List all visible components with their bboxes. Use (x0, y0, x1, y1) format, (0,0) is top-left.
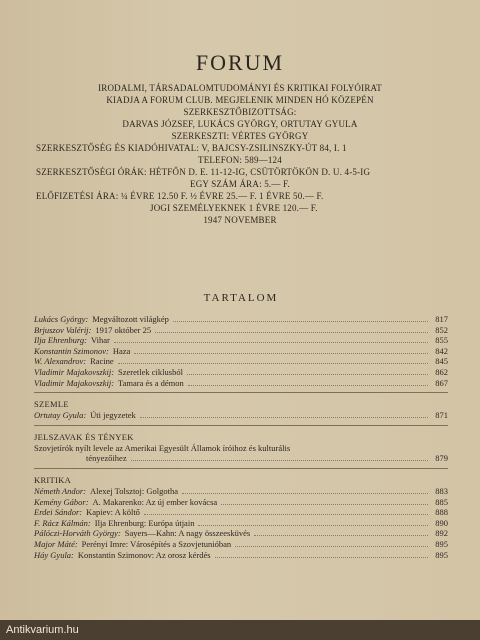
masthead-line: ELŐFIZETÉSI ÁRA: ¼ ÉVRE 12.50 F. ½ ÉVRE 25.— F. 1 ÉVRE 50.— F. (36, 191, 324, 201)
toc-main-list (34, 314, 448, 388)
toc-entry (34, 528, 448, 539)
entry-author: Brjuszov Valérij: (34, 324, 92, 335)
toc-entry-line: Szovjetírók nyílt levele az Amerikai Egyesült Államok íróihoz és kulturális (34, 442, 291, 453)
entry-author: F. Rácz Kálmán: (34, 517, 91, 528)
entry-title: Konstantin Szimonov: Az orosz kérdés (77, 549, 211, 560)
entry-title: Vihar (90, 335, 110, 346)
entry-title: Sayers—Kahn: A nagy összeesküvés (124, 528, 251, 539)
entry-page: 842 (435, 345, 448, 356)
entry-title: Kapiev: A költő (86, 507, 140, 518)
entry-title: Perényi Imre: Városépítés a Szovjetunióban (81, 538, 232, 549)
entry-page: 892 (435, 528, 448, 539)
entry-author: Major Máté: (34, 538, 78, 549)
entry-author: W. Alexandrov: (34, 356, 87, 367)
masthead-line: TELEFON: 589—124 (198, 155, 282, 165)
entry-title: Alexej Tolsztoj: Golgotha (90, 485, 179, 496)
entry-title: Megváltozott világkép (92, 314, 169, 324)
entry-title: Tamara és a démon (118, 377, 184, 388)
masthead-line: SZERKESZTŐSÉG ÉS KIADÓHIVATAL: V, BAJCSY-ZSILINSZKY-ÚT 84, I. 1 (36, 143, 347, 153)
entry-page: 895 (435, 549, 448, 560)
entry-page: 871 (435, 410, 448, 421)
section-divider (34, 392, 448, 393)
toc-entry (34, 314, 448, 325)
masthead (0, 50, 480, 226)
entry-author: Pálóczi-Horváth György: (34, 528, 121, 539)
toc-entry (34, 410, 448, 421)
toc-entry (34, 550, 448, 561)
entry-page: 879 (435, 453, 448, 464)
entry-author: Németh Andor: (34, 485, 87, 496)
entry-author: Lukács György: (34, 314, 89, 324)
entry-title: Úti jegyzetek (90, 410, 136, 421)
entry-title: Ilja Ehrenburg: Európa útjain (94, 517, 195, 528)
entry-author: Konstantin Szimonov: (34, 345, 109, 356)
entry-title: Szeretlek ciklusból (118, 366, 183, 377)
entry-title: 1917 október 25 (95, 324, 152, 335)
entry-page: 867 (435, 377, 448, 388)
watermark-text: Antikvarium.hu (6, 624, 79, 636)
section-divider (34, 425, 448, 426)
toc-entry (34, 367, 448, 378)
entry-author: Kemény Gábor: (34, 496, 89, 507)
toc-entry (34, 453, 448, 464)
entry-page: 845 (435, 356, 448, 367)
toc-entry (34, 335, 448, 346)
masthead-line: SZERKESZTŐSÉGI ÓRÁK: HÉTFŐN D. E. 11-12-IG, CSÜTÖRTÖKÖN D. U. 4-5-IG (36, 167, 371, 177)
masthead-line: IRODALMI, TÁRSADALOMTUDOMÁNYI ÉS KRITIKAI FOLYÓIRAT (98, 83, 382, 93)
entry-author: Vladimir Majakovszkij: (34, 377, 115, 388)
entry-page: 862 (435, 366, 448, 377)
entry-title: tényezőihez (86, 453, 127, 464)
masthead-line: SZERKESZTŐBIZOTTSÁG: (183, 107, 297, 117)
toc-entry (34, 507, 448, 518)
journal-title: FORUM (195, 50, 285, 75)
toc-entry (34, 486, 448, 497)
entry-author: Erdei Sándor: (34, 507, 83, 518)
section-heading-szemle: SZEMLE (34, 399, 69, 410)
section-divider (34, 468, 448, 469)
section-heading-kritika: KRITIKA (34, 474, 72, 485)
entry-page: 852 (435, 324, 448, 335)
entry-page: 885 (435, 496, 448, 507)
section-heading-jelszavak: JELSZAVAK ÉS TÉNYEK (34, 431, 134, 442)
masthead-line: DARVAS JÓZSEF, LUKÁCS GYÖRGY, ORTUTAY GYULA (122, 119, 358, 129)
masthead-line: SZERKESZTI: VÉRTES GYÖRGY (171, 131, 309, 141)
entry-page: 888 (435, 507, 448, 518)
entry-title: Racine (90, 356, 114, 367)
masthead-date: 1947 NOVEMBER (203, 215, 277, 225)
masthead-line: EGY SZÁM ÁRA: 5.— F. (190, 179, 290, 189)
toc-entry (34, 539, 448, 550)
toc-entry (34, 356, 448, 367)
entry-author: Háy Gyula: (34, 549, 74, 560)
masthead-line: JOGI SZEMÉLYEKNEK 1 ÉVRE 120.— F. (150, 203, 318, 213)
watermark-bar (0, 620, 480, 640)
entry-author: Ilja Ehrenburg: (34, 335, 87, 346)
toc-entry (34, 325, 448, 336)
entry-author: Ortutay Gyula: (34, 410, 87, 421)
toc-entry (34, 346, 448, 357)
entry-page: 890 (435, 517, 448, 528)
entry-author: Vladimir Majakovszkij: (34, 366, 115, 377)
entry-page: 817 (435, 314, 448, 324)
entry-title: Haza (112, 345, 131, 356)
toc-entry (34, 497, 448, 508)
entry-page: 855 (435, 335, 448, 346)
entry-title: A. Makarenko: Az új ember kovácsa (92, 496, 218, 507)
toc-title: TARTALOM (203, 292, 279, 304)
toc-entry (34, 518, 448, 529)
entry-page: 895 (435, 538, 448, 549)
masthead-line: KIADJA A FORUM CLUB. MEGJELENIK MINDEN HÓ KÖZEPÉN (106, 95, 374, 105)
toc-entry (34, 378, 448, 389)
table-of-contents (34, 292, 448, 560)
entry-page: 883 (435, 485, 448, 496)
